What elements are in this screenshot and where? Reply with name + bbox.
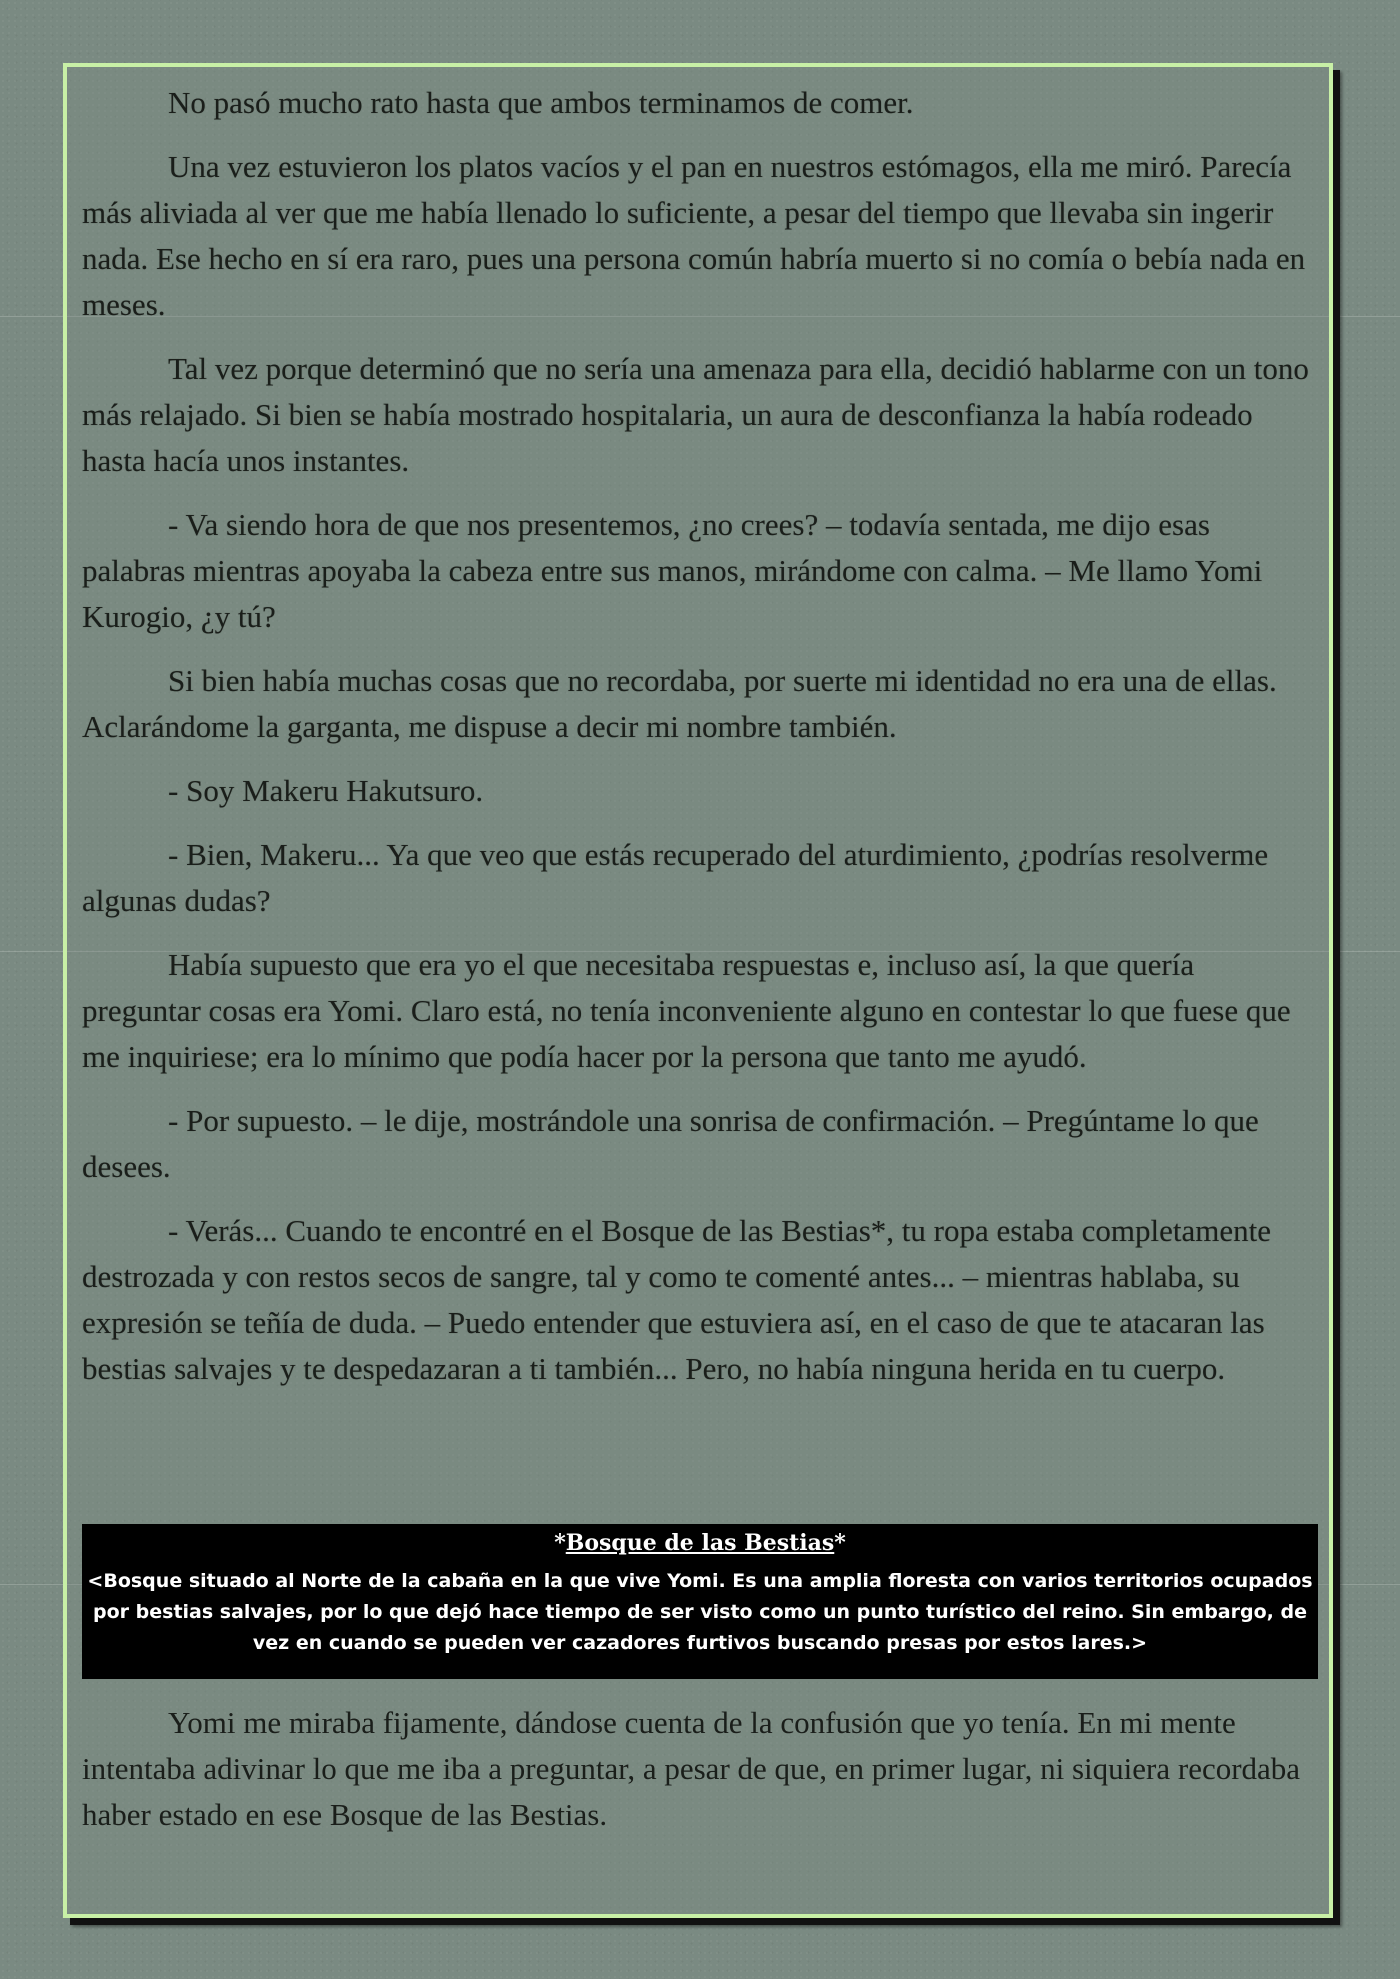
footnote-body: <Bosque situado al Norte de la cabaña en la que vive Yomi. Es una amplia floresta con varios territorios ocupados por bestias salvajes, por lo que dejó hace tiempo de ser visto como un punto turístico del reino. Sin embargo, de vez en cuando se pueden ver cazadores furtivos buscando presas por estos lares.> — [87, 1570, 1313, 1654]
footnote-box — [82, 1524, 1318, 1679]
paragraph: Había supuesto que era yo el que necesitaba respuestas e, incluso así, la que quería preguntar cosas era Yomi. Claro está, no tenía inconveniente alguno en contestar lo que fuese que me inquiriese; era lo mínimo que podía hacer por la persona que tanto me ayudó. — [82, 947, 1291, 1074]
closing-text — [82, 1700, 1314, 1856]
paragraph: No pasó mucho rato hasta que ambos terminamos de comer. — [168, 85, 914, 120]
footnote-title-suffix: * — [834, 1530, 846, 1556]
paragraph: Si bien había muchas cosas que no recordaba, por suerte mi identidad no era una de ellas. Aclarándome la garganta, me dispuse a decir mi nombre también. — [82, 663, 1277, 744]
paragraph: Yomi me miraba fijamente, dándose cuenta de la confusión que yo tenía. En mi mente intentaba adivinar lo que me iba a preguntar, a pesar de que, en primer lugar, ni siquiera recordaba haber estado en ese Bosque de las Bestias. — [82, 1705, 1301, 1832]
paragraph: Una vez estuvieron los platos vacíos y el pan en nuestros estómagos, ella me miró. Parecía más aliviada al ver que me había llenado lo suficiente, a pesar del tiempo que llevaba sin ingerir nada. Ese hecho en sí era raro, pues una persona común habría muerto si no comía o bebía nada en meses. — [82, 149, 1306, 322]
paragraph: Tal vez porque determinó que no sería una amenaza para ella, decidió hablarme con un tono más relajado. Si bien se había mostrado hospitalaria, un aura de desconfianza la había rodeado hasta hacía unos instantes. — [82, 351, 1309, 478]
paragraph: - Por supuesto. – le dije, mostrándole una sonrisa de confirmación. – Pregúntame lo que desees. — [82, 1103, 1259, 1184]
paragraph: - Bien, Makeru... Ya que veo que estás recuperado del aturdimiento, ¿podrías resolverme algunas dudas? — [82, 837, 1269, 918]
paragraph: - Va siendo hora de que nos presentemos, ¿no crees? – todavía sentada, me dijo esas palabras mientras apoyaba la cabeza entre sus manos, mirándome con calma. – Me llamo Yomi Kurogio, ¿y tú? — [82, 507, 1263, 634]
footnote-title-prefix: * — [554, 1530, 566, 1556]
footnote-title — [86, 1528, 1314, 1558]
footnote-title-text: Bosque de las Bestias — [565, 1530, 835, 1556]
story-text — [82, 80, 1314, 1410]
paragraph: - Verás... Cuando te encontré en el Bosque de las Bestias*, tu ropa estaba completamente destrozada y con restos secos de sangre, tal y como te comenté antes... – mientras hablaba, su expresión se teñía de duda. – Puedo entender que estuviera así, en el caso de que te atacaran las bestias salvajes y te despedazaran a ti también... Pero, no había ninguna herida en tu cuerpo. — [82, 1213, 1272, 1386]
paragraph: - Soy Makeru Hakutsuro. — [168, 773, 484, 808]
